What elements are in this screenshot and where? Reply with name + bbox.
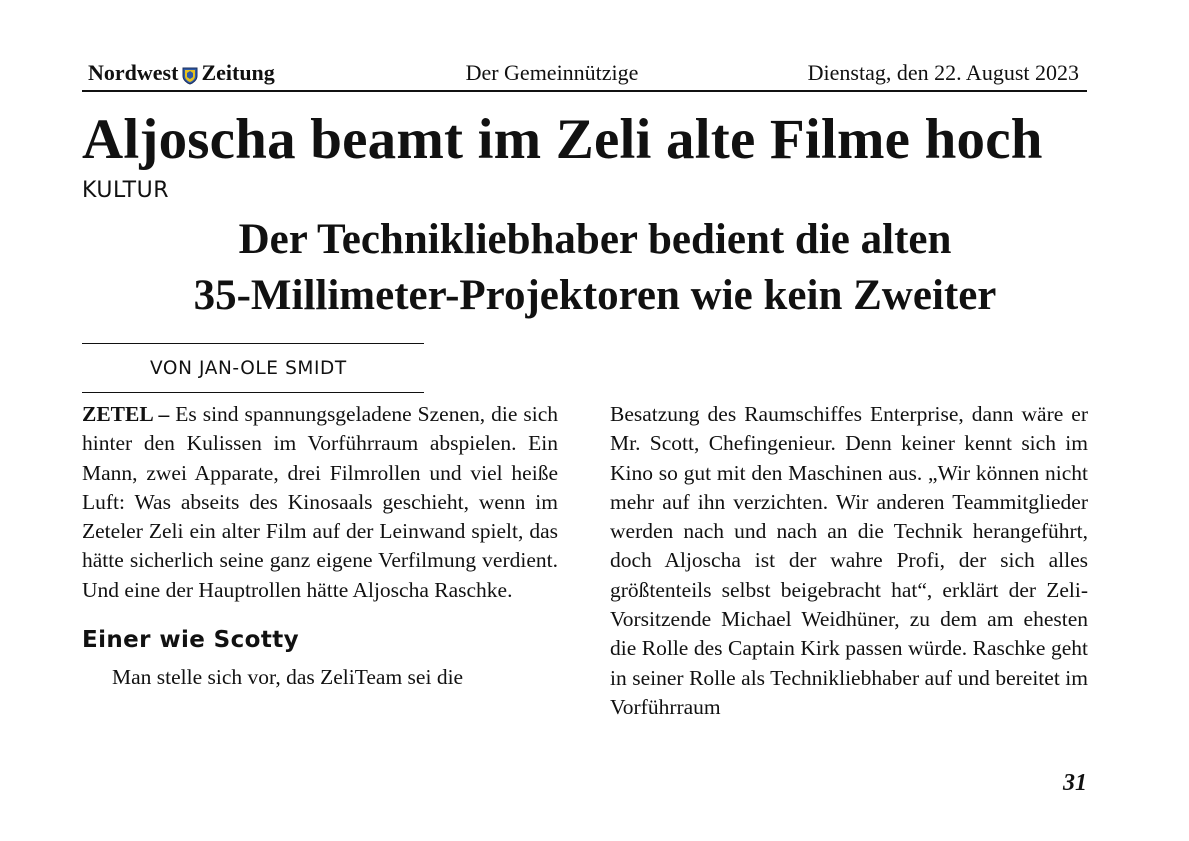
byline-divider-top — [82, 343, 424, 344]
masthead — [82, 56, 1087, 92]
paper-logo[interactable] — [88, 60, 275, 86]
issue-date: Dienstag, den 22. August 2023 — [807, 60, 1079, 85]
subheadline-line-2: 35-Millimeter-Projektoren wie kein Zweiter — [193, 272, 997, 319]
byline-divider-bottom — [82, 392, 424, 393]
article-subheadline — [60, 212, 1130, 324]
article-column-right — [610, 400, 1088, 722]
article-subheading: Einer wie Scotty — [82, 627, 300, 654]
byline: VON JAN-OLE SMIDT — [150, 358, 347, 379]
dateline: ZETEL – — [82, 402, 170, 426]
page-number: 31 — [1063, 770, 1087, 796]
paragraph-1-text: Es sind spannungsgeladene Szenen, die sich hinter den Kulissen im Vorführraum abspielen. Ein Mann, zwei Apparate, drei Filmrollen und viel heiße Luft: Was abseits des Kinosaals geschieht, wenn im Zeteler Zeli ein alter Film auf der Leinwand spielt, das hätte sicherlich seine ganz eigene Verfilmung verdient. Und eine der Hauptrollen hätte Aljoscha Raschke. — [82, 402, 559, 602]
paper-name-part1: Nordwest — [88, 60, 179, 85]
edition-name: Der Gemeinnützige — [465, 60, 639, 85]
subheadline-line-1: Der Technikliebhaber bedient die alten — [238, 216, 952, 263]
article-paragraph-2-start: Man stelle sich vor, das ZeliTeam sei die — [112, 665, 464, 690]
article-headline: Aljoscha beamt im Zeli alte Filme hoch — [82, 108, 1043, 171]
paper-name-part2: Zeitung — [201, 60, 275, 85]
coat-of-arms-icon — [182, 65, 198, 83]
article-paragraph-1 — [82, 400, 558, 605]
article-paragraph-2-continued: Besatzung des Raumschiffes Enterprise, dann wäre er Mr. Scott, Chefingenieur. Denn keiner kennt sich im Kino so gut mit den Maschinen aus. „Wir können nicht mehr auf ihn verzichten. Wir anderen Teammitglieder werden nach und nach an die Technik herangeführt, doch Aljoscha ist der wahre Profi, der sich alles größtenteils selbst beigebracht hat“, erklärt der Zeli-Vorsitzende Michael Weidhüner, zu dem am ehesten die Rolle des Captain Kirk passen würde. Raschke geht in seiner Rolle als Technikliebhaber auf und bereitet im Vorführraum — [610, 402, 1088, 719]
section-label: KULTUR — [82, 178, 169, 203]
article-column-left — [82, 400, 558, 692]
